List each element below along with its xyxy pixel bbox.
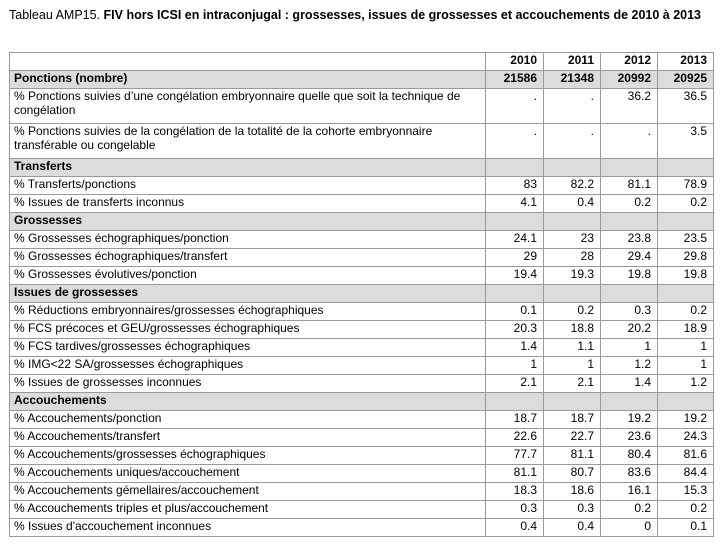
value-cell: 36.5 [658,89,714,124]
value-cell [544,159,601,177]
table-row [10,303,714,321]
value-cell: 29.4 [601,249,658,267]
value-cell: 0.2 [658,195,714,213]
table-row [10,249,714,267]
value-cell: 19.3 [544,267,601,285]
section-row [10,71,714,89]
value-cell: 2.1 [486,375,544,393]
row-label: % Réductions embryonnaires/grossesses échographiques [10,303,486,321]
header-blank-cell [10,53,486,71]
value-cell [486,213,544,231]
value-cell: 83 [486,177,544,195]
row-label: % Grossesses évolutives/ponction [10,267,486,285]
value-cell: 19.2 [658,411,714,429]
value-cell: 19.4 [486,267,544,285]
table-caption-text: FIV hors ICSI en intraconjugal : grossesses, issues de grossesses et accouchements de 2010 à 2013 [100,8,702,22]
value-cell: 22.6 [486,429,544,447]
value-cell: 19.2 [601,411,658,429]
value-cell: 24.1 [486,231,544,249]
value-cell: 21586 [486,71,544,89]
table-row [10,429,714,447]
value-cell: 81.1 [486,465,544,483]
value-cell: 36.2 [601,89,658,124]
value-cell: 1.2 [658,375,714,393]
value-cell [544,393,601,411]
value-cell: 1 [544,357,601,375]
table-row [10,447,714,465]
value-cell: 83.6 [601,465,658,483]
year-header: 2011 [544,53,601,71]
row-label: % Grossesses échographiques/ponction [10,231,486,249]
value-cell: 23.8 [601,231,658,249]
row-label: % Accouchements triples et plus/accouchement [10,501,486,519]
value-cell: 82.2 [544,177,601,195]
value-cell [486,159,544,177]
value-cell: 23 [544,231,601,249]
value-cell: 0.4 [544,519,601,537]
table-row [10,177,714,195]
value-cell: 20992 [601,71,658,89]
value-cell: 18.7 [544,411,601,429]
value-cell: 16.1 [601,483,658,501]
table-row [10,375,714,393]
value-cell: 19.8 [601,267,658,285]
value-cell: 1 [658,357,714,375]
row-label: % Issues de grossesses inconnues [10,375,486,393]
value-cell: 0.1 [486,303,544,321]
value-cell: 0.4 [486,519,544,537]
table-row [10,501,714,519]
value-cell: 84.4 [658,465,714,483]
table-row [10,321,714,339]
value-cell [601,393,658,411]
section-row [10,213,714,231]
value-cell [658,285,714,303]
value-cell: 18.9 [658,321,714,339]
table-row [10,124,714,159]
table-row [10,519,714,537]
value-cell [486,285,544,303]
value-cell: 18.3 [486,483,544,501]
value-cell: 28 [544,249,601,267]
value-cell: 77.7 [486,447,544,465]
table-row [10,357,714,375]
value-cell: 0.3 [486,501,544,519]
table-row [10,465,714,483]
value-cell: 0.2 [658,303,714,321]
header-row [10,53,714,71]
table-body [10,53,714,537]
row-label: % Grossesses échographiques/transfert [10,249,486,267]
value-cell: 24.3 [658,429,714,447]
table-row [10,339,714,357]
value-cell: . [486,124,544,159]
value-cell: . [601,124,658,159]
row-label: % Issues d'accouchement inconnues [10,519,486,537]
value-cell: 20925 [658,71,714,89]
table-caption-prefix: Tableau AMP15. [9,8,101,22]
row-label: % Ponctions suivies d’une congélation embryonnaire quelle que soit la technique de congélation [10,89,486,124]
value-cell: 2.1 [544,375,601,393]
value-cell: 81.1 [601,177,658,195]
data-table [9,52,714,537]
value-cell [601,159,658,177]
year-header: 2013 [658,53,714,71]
value-cell: 18.6 [544,483,601,501]
value-cell [544,213,601,231]
value-cell: 20.2 [601,321,658,339]
value-cell: 1 [658,339,714,357]
year-header: 2010 [486,53,544,71]
value-cell: . [544,89,601,124]
section-row [10,159,714,177]
table-row [10,89,714,124]
value-cell: 0.2 [658,501,714,519]
value-cell: 80.4 [601,447,658,465]
table-title [9,8,709,23]
year-header: 2012 [601,53,658,71]
value-cell: 1.1 [544,339,601,357]
value-cell: . [544,124,601,159]
value-cell: 1.2 [601,357,658,375]
value-cell: 0.4 [544,195,601,213]
value-cell: 18.8 [544,321,601,339]
table-row [10,195,714,213]
value-cell: 78.9 [658,177,714,195]
row-label: % Accouchements uniques/accouchement [10,465,486,483]
row-label: % Transferts/ponctions [10,177,486,195]
value-cell: 29 [486,249,544,267]
value-cell: 4.1 [486,195,544,213]
row-label: % Accouchements gémellaires/accouchement [10,483,486,501]
value-cell: 29.8 [658,249,714,267]
row-label: % FCS tardives/grossesses échographiques [10,339,486,357]
section-label: Issues de grossesses [10,285,486,303]
row-label: % FCS précoces et GEU/grossesses échographiques [10,321,486,339]
value-cell: 1.4 [486,339,544,357]
row-label: % Issues de transferts inconnus [10,195,486,213]
section-row [10,393,714,411]
table-row [10,231,714,249]
value-cell [486,393,544,411]
section-label: Grossesses [10,213,486,231]
value-cell [544,285,601,303]
value-cell: 18.7 [486,411,544,429]
value-cell: 0 [601,519,658,537]
section-row [10,285,714,303]
table-row [10,267,714,285]
value-cell: 80.7 [544,465,601,483]
value-cell: 19.8 [658,267,714,285]
value-cell: 81.6 [658,447,714,465]
row-label: % IMG<22 SA/grossesses échographiques [10,357,486,375]
value-cell: 0.2 [544,303,601,321]
value-cell: 23.6 [601,429,658,447]
value-cell: 1 [486,357,544,375]
row-label: % Accouchements/ponction [10,411,486,429]
value-cell [658,159,714,177]
table-row [10,483,714,501]
value-cell: 15.3 [658,483,714,501]
value-cell: . [486,89,544,124]
value-cell: 0.2 [601,195,658,213]
row-label: % Ponctions suivies de la congélation de la totalité de la cohorte embryonnaire transférable ou congelable [10,124,486,159]
section-label: Ponctions (nombre) [10,71,486,89]
value-cell: 20.3 [486,321,544,339]
value-cell: 1.4 [601,375,658,393]
value-cell: 0.3 [544,501,601,519]
value-cell: 0.2 [601,501,658,519]
section-label: Accouchements [10,393,486,411]
value-cell: 21348 [544,71,601,89]
value-cell: 0.1 [658,519,714,537]
value-cell [658,393,714,411]
value-cell: 0.3 [601,303,658,321]
row-label: % Accouchements/transfert [10,429,486,447]
value-cell [601,285,658,303]
row-label: % Accouchements/grossesses échographiques [10,447,486,465]
value-cell [658,213,714,231]
value-cell: 3.5 [658,124,714,159]
section-label: Transferts [10,159,486,177]
value-cell: 22.7 [544,429,601,447]
value-cell [601,213,658,231]
value-cell: 81.1 [544,447,601,465]
value-cell: 23.5 [658,231,714,249]
value-cell: 1 [601,339,658,357]
table-row [10,411,714,429]
